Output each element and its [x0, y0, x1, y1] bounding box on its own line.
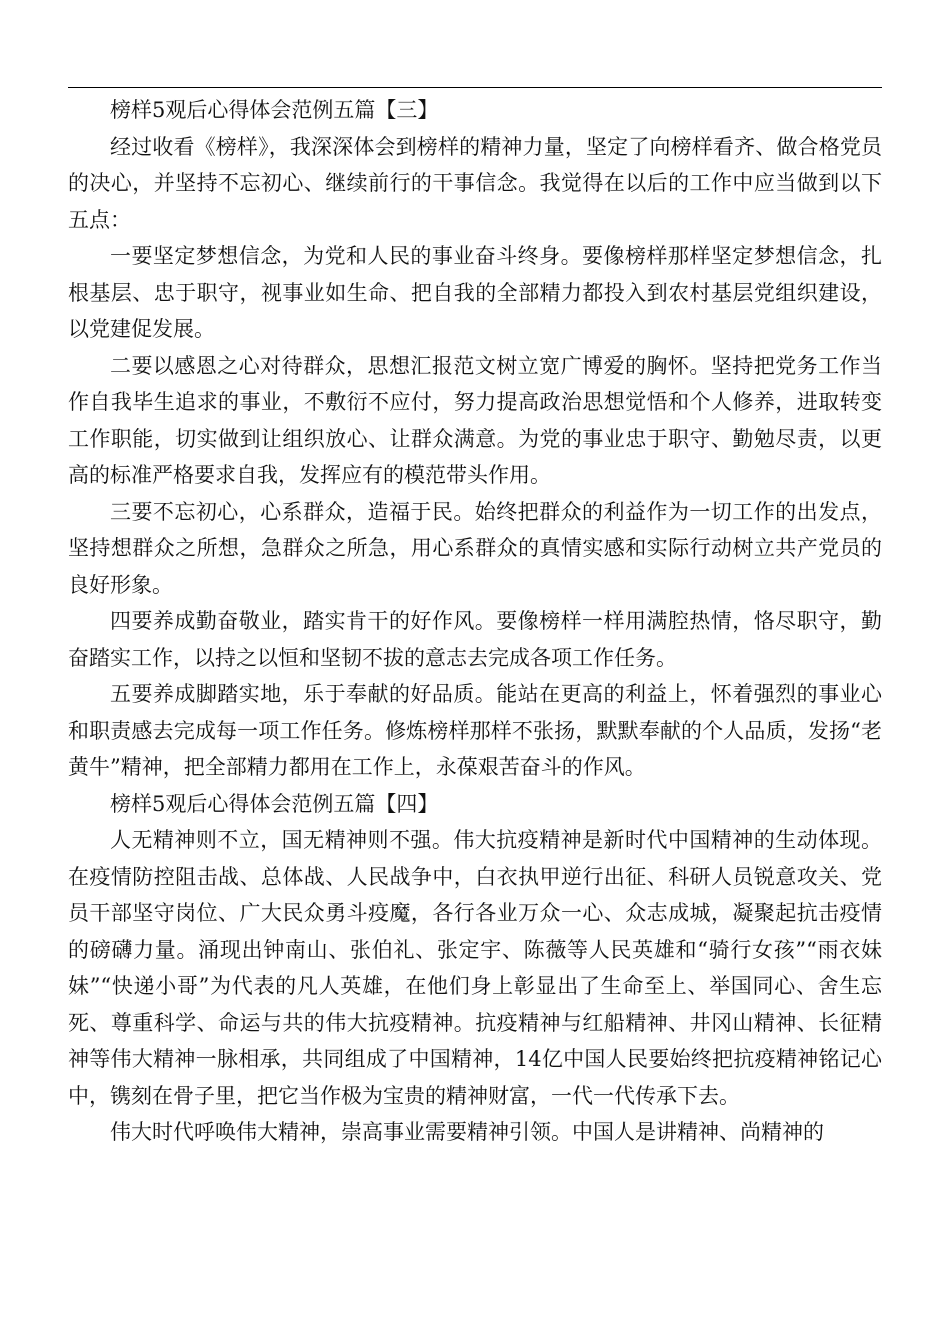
section-heading-3: 榜样5观后心得体会范例五篇【三】 [110, 98, 439, 122]
body-paragraph: 人无精神则不立，国无精神则不强。伟大抗疫精神是新时代中国精神的生动体现。在疫情防控阻击战、总体战、人民战争中，白衣执甲逆行出征、科研人员锐意攻关、党员干部坚守岗位、广大民众勇斗疫魔，各行各业万众一心、众志成城，凝聚起抗击疫情的磅礴力量。涌现出钟南山、张伯礼、张定宇、陈薇等人民英雄和“骑行女孩”“雨衣妹妹”“快递小哥”为代表的凡人英雄，在他们身上彰显出了生命至上、举国同心、舍生忘死、尊重科学、命运与共的伟大抗疫精神。抗疫精神与红船精神、井冈山精神、长征精神等伟大精神一脉相承，共同组成了中国精神，14亿中国人民要始终把抗疫精神铭记心中，镌刻在骨子里，把它当作极为宝贵的精神财富，一代一代传承下去。 [68, 828, 882, 1108]
section-heading-4: 榜样5观后心得体会范例五篇【四】 [110, 791, 439, 816]
body-paragraph: 四要养成勤奋敬业，踏实肯干的好作风。要像榜样一样用满腔热情，恪尽职守，勤奋踏实工作，以持之以恒和坚韧不拔的意志去完成各项工作任务。 [68, 609, 882, 670]
body-paragraph: 三要不忘初心，心系群众，造福于民。始终把群众的利益作为一切工作的出发点，坚持想群众之所想，急群众之所急，用心系群众的真情实感和实际行动树立共产党员的良好形象。 [68, 499, 882, 597]
header-rule [68, 87, 882, 88]
body-paragraph: 五要养成脚踏实地，乐于奉献的好品质。能站在更高的利益上，怀着强烈的事业心和职责感去完成每一项工作任务。修炼榜样那样不张扬，默默奉献的个人品质，发扬“老黄牛”精神，把全部精力都用在工作上，永葆艰苦奋斗的作风。 [68, 682, 882, 779]
body-paragraph: 一要坚定梦想信念，为党和人民的事业奋斗终身。要像榜样那样坚定梦想信念，扎根基层、忠于职守，视事业如生命、把自我的全部精力都投入到农村基层党组织建设，以党建促发展。 [68, 244, 882, 341]
body-paragraph: 二要以感恩之心对待群众，思想汇报范文树立宽广博爱的胸怀。坚持把党务工作当作自我毕生追求的事业，不敷衍不应付，努力提高政治思想觉悟和个人修养，进取转变工作职能，切实做到让组织放心、让群众满意。为党的事业忠于职守、勤勉尽责，以更高的标准严格要求自我，发挥应有的模范带头作用。 [68, 353, 882, 487]
body-paragraph: 经过收看《榜样》，我深深体会到榜样的精神力量，坚定了向榜样看齐、做合格党员的决心，并坚持不忘初心、继续前行的干事信念。我觉得在以后的工作中应当做到以下五点： [68, 134, 882, 232]
document-body [68, 92, 882, 1151]
body-paragraph: 伟大时代呼唤伟大精神，崇高事业需要精神引领。中国人是讲精神、尚精神的 [110, 1120, 824, 1144]
